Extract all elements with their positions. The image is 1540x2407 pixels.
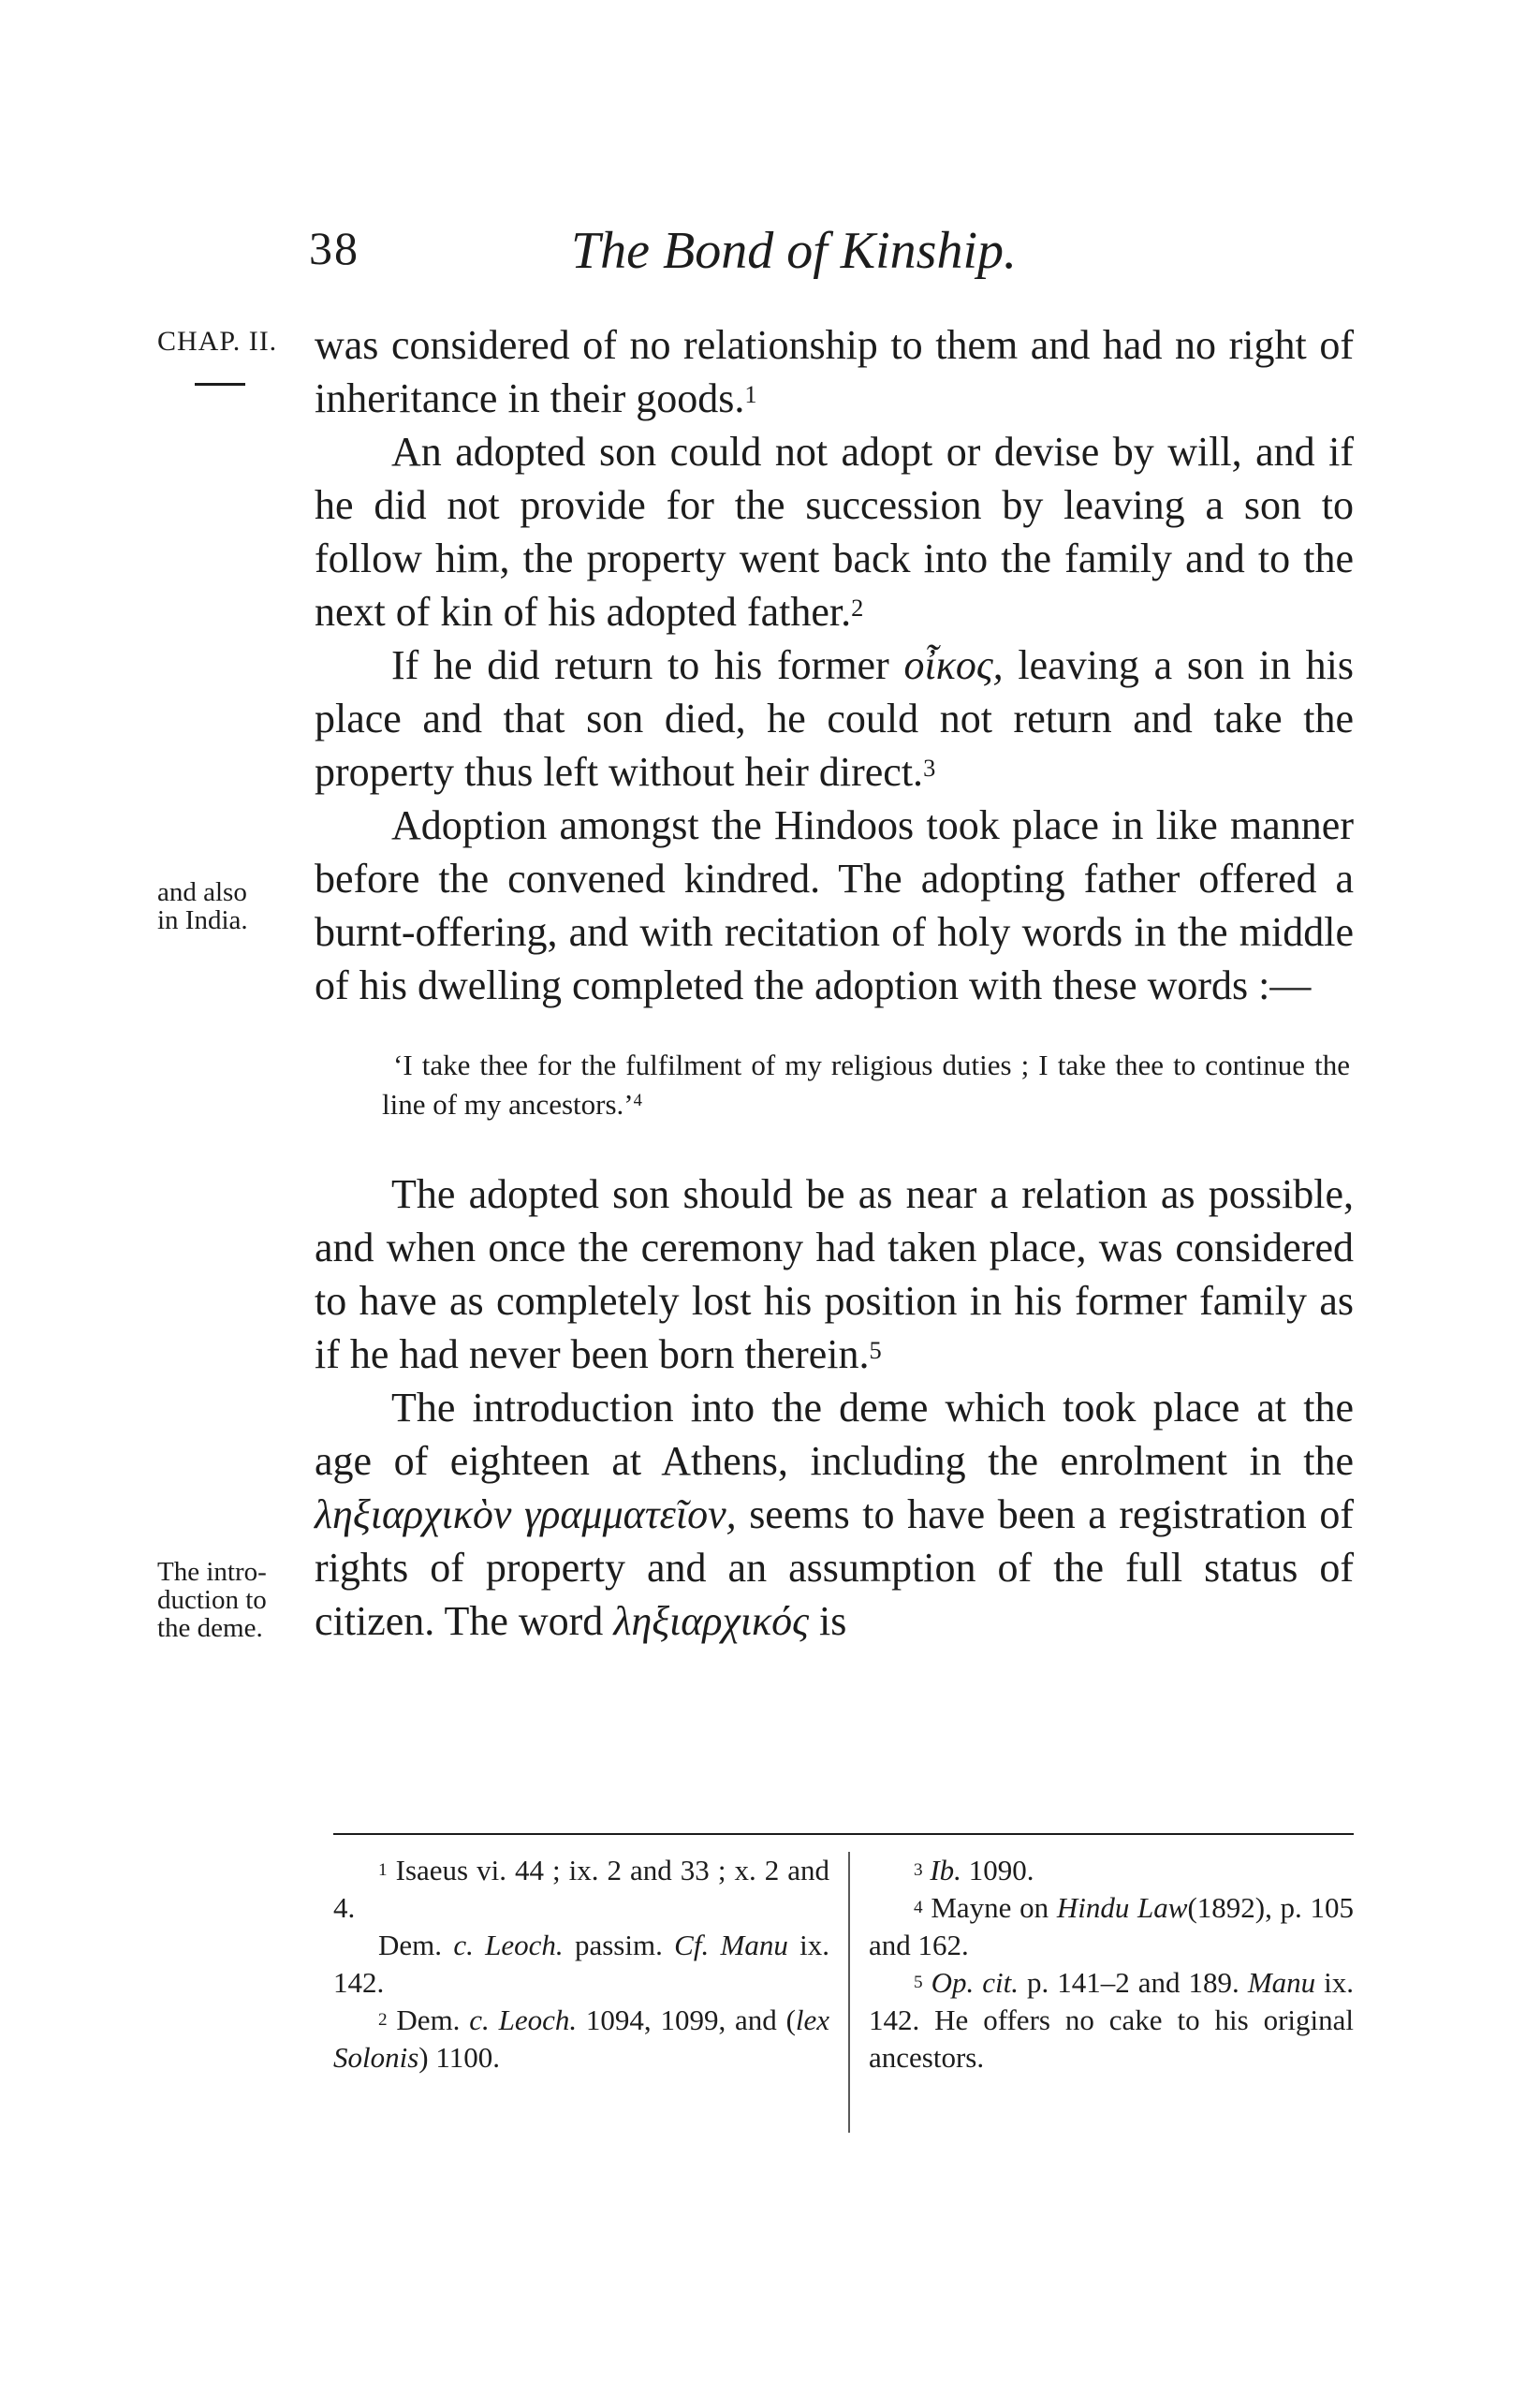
paragraph-6 (315, 1381, 1354, 1648)
footnote-text: Ib. (930, 1854, 961, 1886)
footnote-column-rule (848, 1852, 850, 2133)
footnote-text: ix. 142. He offers no cake to his original ancestors. (869, 1966, 1355, 2074)
footnote-1-cont (333, 1927, 829, 2002)
footnote-text: Dem. (396, 2003, 461, 2036)
text: Adoption amongst the Hindoos took place in like manner before the convened kindred. The adopting father offered a burnt-offering, and with recitation of holy words in the middle of his dwelling completed the adoption with these words :— (315, 802, 1354, 1008)
footnote-ref: 5 (869, 1336, 882, 1364)
text: The introduction into the deme which took place at the age of eighteen at Athens, including the enrolment in the (315, 1385, 1354, 1484)
footnote-1 (333, 1852, 829, 1927)
footnote-ref: 2 (851, 594, 864, 622)
footnote-text: ) 1100. (418, 2041, 500, 2074)
running-title: The Bond of Kinship. (571, 222, 1018, 280)
main-text (315, 318, 1354, 1648)
block-quote (382, 1046, 1354, 1124)
footnote-text: Dem. (378, 1929, 443, 1961)
footnote-ref: 4 (633, 1091, 642, 1110)
text: was considered of no relationship to them and had no right of inheritance in their goods. (315, 322, 1354, 421)
text: The adopted son should be as near a relation as possible, and when once the ceremony had taken place, was considered to have as completely lost his position in his former family as if he had never been born therein. (315, 1171, 1354, 1377)
footnote-ref: 1 (744, 380, 757, 408)
paragraph-4 (315, 799, 1354, 1012)
margin-line: and also (157, 877, 247, 907)
footnote-ref: 3 (923, 754, 936, 782)
footnote-3 (869, 1852, 1354, 1889)
footnote-text: Leoch. (485, 1929, 564, 1961)
footnote-text: p. 141–2 and 189. (1027, 1966, 1239, 1999)
footnote-2 (333, 2002, 829, 2077)
paragraph-2 (315, 425, 1354, 638)
footnote-text: Manu (1247, 1966, 1316, 1999)
footnote-text: Hindu Law (1056, 1891, 1188, 1924)
text: is (819, 1598, 847, 1644)
chapter-rule (195, 383, 245, 386)
page-header (309, 221, 1348, 296)
footnote-number: 2 (378, 2010, 388, 2030)
margin-note-india (157, 878, 298, 934)
quote-text: ‘I take thee for the fulfilment of my religious duties ; I take thee to continue the line of my ancestors.’ (382, 1049, 1350, 1121)
greek-word: οἶκος, (903, 642, 1004, 688)
text: An adopted son could not adopt or devise by will, and if he did not provide for the succession by leaving a son to follow him, the property went back into the family and to the next of kin of his adopted father. (315, 429, 1354, 635)
footnote-text: c. (469, 2003, 490, 2036)
chapter-marker: CHAP. II. (157, 326, 278, 357)
text: If he did return to his former (391, 642, 889, 688)
footnote-text: Manu (720, 1929, 788, 1961)
footnote-text: 1094, 1099, and ( (585, 2003, 796, 2036)
margin-line: The intro- (157, 1557, 267, 1587)
footnote-text: c. (453, 1929, 474, 1961)
margin-line: duction to (157, 1585, 267, 1615)
text: seems to have been a registration of rights of property and an assumption of the full status of citizen. The word (315, 1491, 1354, 1644)
footnotes-left (333, 1852, 829, 2077)
footnote-text: ix. 142. (333, 1929, 830, 1999)
page-number: 38 (309, 222, 359, 274)
footnote-number: 5 (914, 1973, 923, 1992)
footnote-text: passim. (574, 1929, 663, 1961)
footnote-text: Op. cit. (931, 1966, 1019, 1999)
footnote-number: 4 (914, 1898, 923, 1917)
footnote-4 (869, 1889, 1354, 1964)
paragraph-3 (315, 638, 1354, 799)
footnotes-right (869, 1852, 1354, 2077)
paragraph-5 (315, 1167, 1354, 1381)
footnote-text: Leoch. (498, 2003, 578, 2036)
text: leaving a son in his place and that son died, he could not return and take the property thus left without heir direct. (315, 642, 1355, 795)
footnote-text: Mayne on (931, 1891, 1049, 1924)
footnote-text: Isaeus vi. 44 ; ix. 2 and 33 ; x. 2 and 4. (333, 1854, 829, 1924)
greek-word: ληξιαρχικός (613, 1598, 810, 1644)
footnote-5 (869, 1964, 1354, 2077)
margin-note-deme (157, 1558, 321, 1642)
footnote-text: (1892), p. 105 and 162. (869, 1891, 1354, 1961)
paragraph-1 (315, 318, 1354, 425)
footnote-text: 1090. (968, 1854, 1034, 1886)
footnote-text: lex Solonis (333, 2003, 830, 2074)
footnote-number: 3 (914, 1860, 923, 1880)
footnote-rule (333, 1833, 1354, 1835)
footnote-text: Cf. (674, 1929, 710, 1961)
margin-line: in India. (157, 905, 248, 935)
greek-phrase: ληξιαρχικὸν γραμματεῖον, (315, 1491, 737, 1537)
footnote-number: 1 (378, 1860, 388, 1880)
margin-line: the deme. (157, 1613, 263, 1643)
